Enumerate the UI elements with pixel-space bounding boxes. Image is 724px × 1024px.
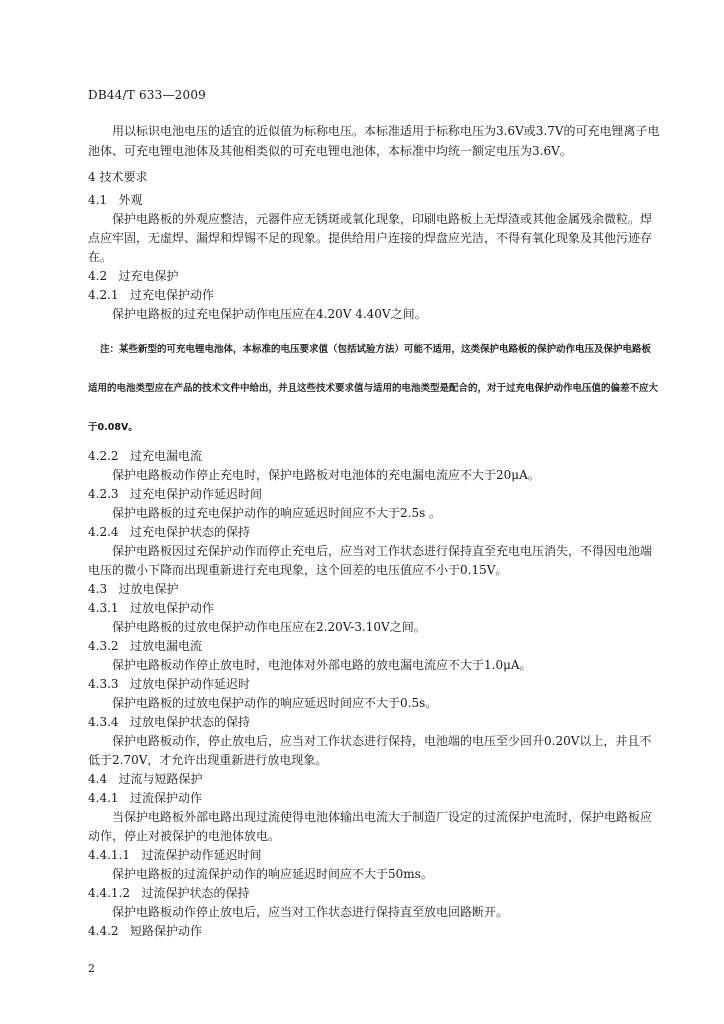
section-4-3-1-body: 保护电路板的过放电保护动作电压应在2.20V-3.10V之间。 xyxy=(112,620,426,634)
section-4-4-1-1-heading: 4.4.1.1 过流保护动作延迟时间 xyxy=(88,848,262,862)
section-4-heading: 4 技术要求 xyxy=(88,170,148,184)
section-4-3-2-heading: 4.3.2 过放电漏电流 xyxy=(88,639,203,653)
section-4-4-1-body: 当保护电路板外部电路出现过流使得电池体输出电流大于制造厂设定的过流保护电流时，保护电路板应动作，停止对被保护的电池体放电。 xyxy=(88,810,653,843)
section-4-4-1-2-body: 保护电路板动作停止放电后，应当对工作状态进行保持直至放电回路断开。 xyxy=(112,905,509,919)
section-4-2-4-heading: 4.2.4 过充电保护状态的保持 xyxy=(88,525,251,539)
section-4-4-1-heading: 4.4.1 过流保护动作 xyxy=(88,791,203,805)
section-4-1-heading: 4.1 外观 xyxy=(88,193,143,207)
section-4-2-3-body: 保护电路板的过充电保护动作的响应延迟时间应不大于2.5s 。 xyxy=(112,506,442,520)
note-paragraph xyxy=(88,330,660,447)
section-4-2-2-heading: 4.2.2 过充电漏电流 xyxy=(88,449,203,463)
note-text: 某些新型的可充电锂电池体，本标准的电压要求值（包括试验方法）可能不适用，这类保护电路板的保护动作电压及保护电路板适用的电池类型应在产品的技术文件中给出，并且这些技术要求值与适用的电池类型是配合的，对于过充电保护动作电压值的偏差不应大于0.08V。 xyxy=(88,344,659,433)
section-4-3-heading: 4.3 过放电保护 xyxy=(88,582,179,596)
section-4-2-1-heading: 4.2.1 过充电保护动作 xyxy=(88,288,215,302)
section-4-3-2-body: 保护电路板动作停止放电时，电池体对外部电路的放电漏电流应不大于1.0μA。 xyxy=(112,658,532,672)
section-4-3-3-body: 保护电路板的过放电保护动作的响应延迟时间应不大于0.5s。 xyxy=(112,696,438,710)
section-4-1-body: 保护电路板的外观应整洁，元器件应无锈斑或氧化现象，印刷电路板上无焊渣或其他金属残余微粒。焊点应牢固，无虚焊、漏焊和焊锡不足的现象。提供给用户连接的焊盘应光洁，不得有氧化现象及其他污迹存在。 xyxy=(88,212,653,264)
section-4-3-1-heading: 4.3.1 过放电保护动作 xyxy=(88,601,215,615)
section-4-2-3-heading: 4.2.3 过充电保护动作延迟时间 xyxy=(88,487,263,501)
section-4-3-4-body: 保护电路板动作，停止放电后，应当对工作状态进行保持，电池端的电压至少回升0.20V以上，并且不低于2.70V，才允许出现重新进行放电现象。 xyxy=(88,734,652,767)
section-4-4-heading: 4.4 过流与短路保护 xyxy=(88,772,203,786)
section-4-3-4-heading: 4.3.4 过放电保护状态的保持 xyxy=(88,715,251,729)
note-label: 注： xyxy=(100,344,120,355)
section-4-4-1-2-heading: 4.4.1.2 过流保护状态的保持 xyxy=(88,886,250,900)
section-4-2-2-body: 保护电路板动作停止充电时，保护电路板对电池体的充电漏电流应不大于20μA。 xyxy=(112,468,540,482)
section-4-4-1-1-body: 保护电路板的过流保护动作的响应延迟时间应不大于50ms。 xyxy=(112,867,433,881)
section-4-4-2-heading: 4.4.2 短路保护动作 xyxy=(88,924,203,938)
section-4-3-3-heading: 4.3.3 过放电保护动作延迟时 xyxy=(88,677,251,691)
document-code: DB44/T 633—2009 xyxy=(88,88,207,102)
section-4-2-1-body: 保护电路板的过充电保护动作电压应在4.20V 4.40V之间。 xyxy=(112,307,427,321)
section-4-2-heading: 4.2 过充电保护 xyxy=(88,269,179,283)
page-number: 2 xyxy=(88,962,95,975)
page-content xyxy=(88,122,660,941)
intro-paragraph: 用以标识电池电压的适宜的近似值为标称电压。本标准适用于标称电压为3.6V或3.7V的可充电锂离子电池体、可充电锂电池体及其他相类似的可充电锂电池体，本标准中均统一额定电压为3.6V。 xyxy=(88,124,660,158)
section-4-2-4-body: 保护电路板因过充保护动作而停止充电后，应当对工作状态进行保持直至充电电压消失，不得因电池端电压的微小下降而出现重新进行充电现象，这个回差的电压值应不小于0.15V。 xyxy=(88,544,653,577)
